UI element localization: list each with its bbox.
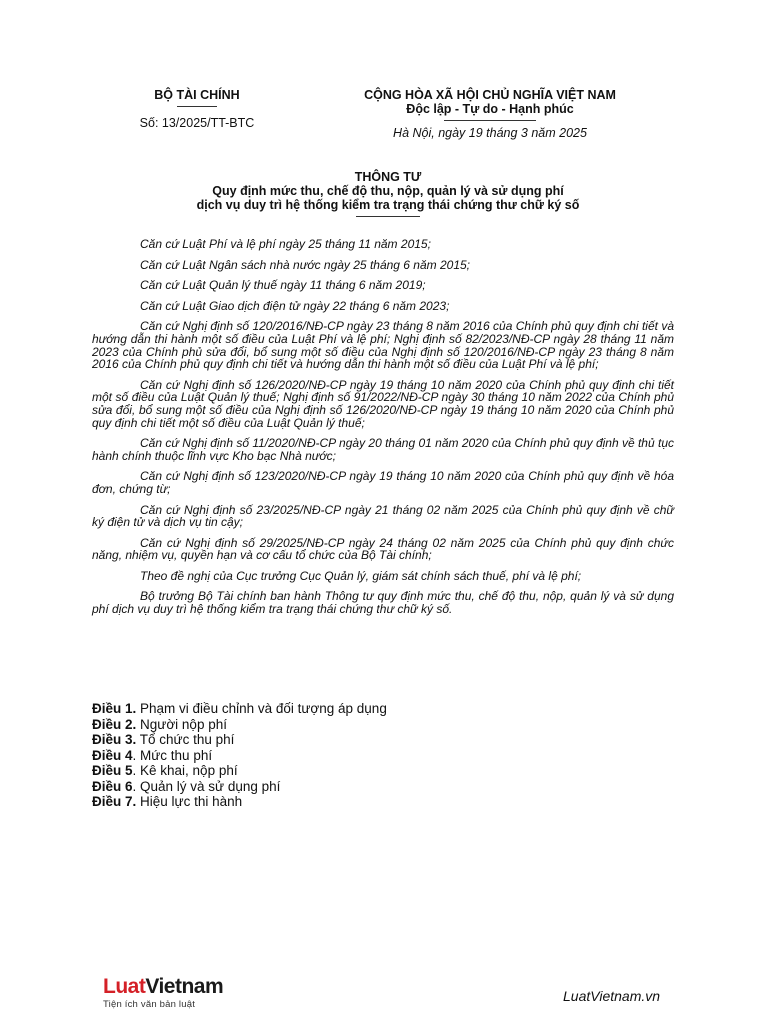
document-type: THÔNG TƯ (354, 170, 422, 184)
article-title: Người nộp phí (140, 716, 227, 732)
legal-basis: Theo đề nghị của Cục trưởng Cục Quản lý, giám sát chính sách thuế, phí và lệ phí; (140, 568, 582, 583)
document-title-block (100, 170, 676, 217)
motto-divider (444, 120, 536, 121)
logo-tagline: Tiện ích văn bản luật (103, 999, 196, 1010)
legal-basis: Căn cứ Nghị định số 23/2025/NĐ-CP ngày 21 tháng 02 năm 2025 của Chính phủ quy định về chữ ký điện tử và dịch vụ tin cậy; (92, 502, 674, 530)
place-date: Hà Nội, ngày 19 tháng 3 năm 2025 (393, 126, 587, 140)
legal-basis: Căn cứ Luật Ngân sách nhà nước ngày 25 tháng 6 năm 2015; (140, 257, 471, 272)
article-item[interactable] (92, 794, 512, 810)
document-number: Số: 13/2025/TT-BTC (139, 116, 255, 130)
article-number: Điều 1. (92, 701, 137, 716)
legal-bases (92, 238, 674, 624)
article-number: Điều 6 (92, 778, 133, 794)
document-subject-line-1: Quy định mức thu, chế độ thu, nộp, quản lý và sử dụng phí (212, 184, 564, 198)
article-item[interactable] (92, 763, 512, 779)
article-number: Điều 3. (92, 732, 137, 747)
legal-basis: Bộ trưởng Bộ Tài chính ban hành Thông tư quy định mức thu, chế độ thu, nộp, quản lý và sử dụng phí dịch vụ duy trì hệ thống kiểm tra trạng thái chứng thư chữ ký số. (92, 589, 674, 617)
article-number: Điều 4 (92, 747, 133, 763)
article-number: Điều 2. (92, 716, 137, 732)
logo-wordmark (103, 976, 243, 998)
luatvietnam-logo[interactable] (103, 976, 243, 1010)
legal-basis: Căn cứ Nghị định số 120/2016/NĐ-CP ngày 23 tháng 8 năm 2016 của Chính phủ quy định chi tiết và hướng dẫn thi hành một số điều của Luật Phí và lệ phí; Nghị định số 82/2023/NĐ-CP ngày 28 tháng 11 năm 2023 của Chính phủ sửa đổi, bổ sung một số điều của Nghị định số 120/2016/NĐ-CP ngày 23 tháng 8 năm 2016 của Chính phủ quy định chi tiết và hướng dẫn thi hành một số điều của Luật Phí và lệ phí; (92, 319, 674, 372)
logo-vietnam: Vietnam (145, 975, 224, 998)
legal-basis: Căn cứ Luật Giao dịch điện tử ngày 22 tháng 6 năm 2023; (140, 298, 450, 313)
article-item[interactable] (92, 732, 512, 748)
article-item[interactable] (92, 701, 512, 717)
article-item[interactable] (92, 748, 512, 764)
national-header (340, 88, 640, 140)
logo-luat: Luat (103, 975, 146, 998)
article-title: Tổ chức thu phí (139, 732, 235, 747)
legal-basis: Căn cứ Luật Phí và lệ phí ngày 25 tháng 11 năm 2015; (140, 237, 431, 251)
legal-basis: Căn cứ Nghị định số 123/2020/NĐ-CP ngày 19 tháng 10 năm 2020 của Chính phủ quy định về hóa đơn, chứng từ; (92, 469, 674, 496)
issuer-block (112, 88, 282, 130)
legal-basis: Căn cứ Luật Quản lý thuế ngày 11 tháng 6 năm 2019; (140, 278, 426, 293)
legal-basis: Căn cứ Nghị định số 11/2020/NĐ-CP ngày 20 tháng 01 năm 2020 của Chính phủ quy định về thủ tục hành chính thuộc lĩnh vực Kho bạc Nhà nước; (92, 436, 674, 463)
issuer-divider (177, 106, 217, 107)
article-title: . Mức thu phí (132, 747, 213, 763)
nation-name: CỘNG HÒA XÃ HỘI CHỦ NGHĨA VIỆT NAM (364, 88, 616, 102)
legal-basis: Căn cứ Nghị định số 29/2025/NĐ-CP ngày 24 tháng 02 năm 2025 của Chính phủ quy định chức năng, nhiệm vụ, quyền hạn và cơ cấu tổ chức của Bộ Tài chính; (92, 535, 674, 563)
legal-basis: Căn cứ Nghị định số 126/2020/NĐ-CP ngày 19 tháng 10 năm 2020 của Chính phủ quy định chi tiết một số điều của Luật Quản lý thuế; Nghị định số 91/2022/NĐ-CP ngày 30 tháng 10 năm 2022 của Chính phủ sửa đổi, bổ sung một số điều của Nghị định số 126/2020/NĐ-CP ngày 19 tháng 10 năm 2020 của Chính phủ quy định chi tiết một số điều của Luật Quản lý thuế; (92, 377, 674, 430)
article-title: . Quản lý và sử dụng phí (132, 778, 281, 794)
article-title: Hiệu lực thi hành (140, 794, 243, 809)
article-title: . Kê khai, nộp phí (132, 763, 238, 778)
issuer-name: BỘ TÀI CHÍNH (154, 88, 240, 102)
article-list (92, 701, 512, 810)
site-link[interactable]: LuatVietnam.vn (563, 988, 661, 1004)
title-divider (356, 216, 420, 217)
article-number: Điều 5 (92, 763, 133, 778)
document-subject-line-2: dịch vụ duy trì hệ thống kiểm tra trạng thái chứng thư chữ ký số (196, 198, 580, 212)
article-title: Phạm vi điều chỉnh và đối tượng áp dụng (140, 701, 387, 716)
article-item[interactable] (92, 779, 512, 795)
article-number: Điều 7. (92, 794, 137, 809)
article-item[interactable] (92, 717, 512, 733)
national-motto: Độc lập - Tự do - Hạnh phúc (406, 102, 574, 116)
